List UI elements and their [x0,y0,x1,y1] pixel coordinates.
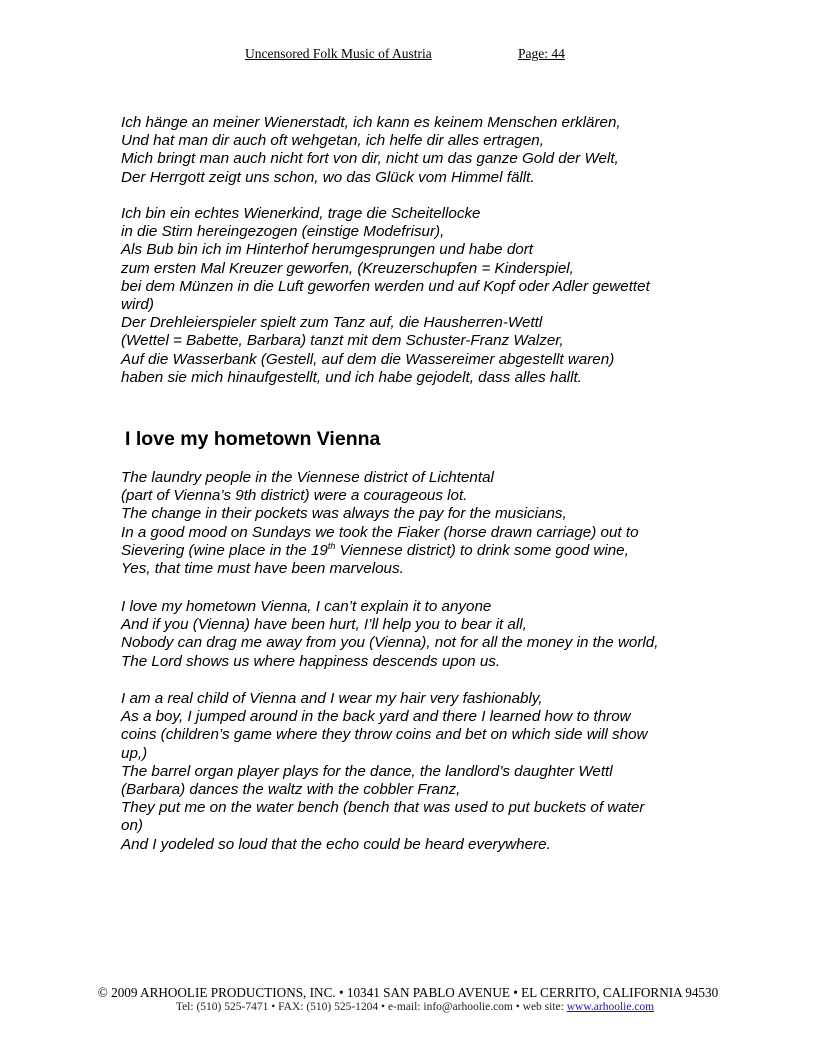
lyric-line: As a boy, I jumped around in the back yard and there I learned how to throw [121,708,631,726]
lyric-line: Der Herrgott zeigt uns schon, wo das Glück vom Himmel fällt. [121,168,535,186]
english-stanza-verse-1 [121,469,639,578]
lyric-line: In a good mood on Sundays we took the Fiaker (horse drawn carriage) out to [121,523,639,541]
lyric-line: The laundry people in the Viennese district of Lichtental [121,469,494,486]
lyric-line: I am a real child of Vienna and I wear my hair very fashionably, [121,690,543,707]
lyric-line: Nobody can drag me away from you (Vienna), not for all the money in the world, [121,634,659,652]
lyric-line: (Wettel = Babette, Barbara) tanzt mit dem Schuster-Franz Walzer, [121,332,564,350]
lyric-line: Und hat man dir auch oft wehgetan, ich helfe dir alles ertragen, [121,132,544,150]
lyric-line: Mich bringt man auch nicht fort von dir, nicht um das ganze Gold der Welt, [121,150,619,168]
lyric-line: haben sie mich hinaufgestellt, und ich habe gejodelt, dass alles hallt. [121,368,582,386]
lyric-line: bei dem Münzen in die Luft geworfen werden und auf Kopf oder Adler gewettet [121,277,650,295]
lyric-line: They put me on the water bench (bench that was used to put buckets of water [121,799,645,817]
section-heading: I love my hometown Vienna [125,428,381,450]
lyric-line: in die Stirn hereingezogen (einstige Modefrisur), [121,223,445,241]
lyric-line: The barrel organ player plays for the dance, the landlord’s daughter Wettl [121,762,613,780]
german-stanza-verse [121,205,650,387]
english-stanza-chorus [121,598,658,671]
page-header [0,46,816,66]
lyric-line: And if you (Vienna) have been hurt, I’ll help you to bear it all, [121,616,527,634]
lyric-line: Auf die Wasserbank (Gestell, auf dem die Wassereimer abgestellt waren) [121,350,615,368]
page-number: Page: 44 [518,46,565,61]
lyric-line: on) [121,817,143,835]
lyric-line: Ich hänge an meiner Wienerstadt, ich kann es keinem Menschen erklären, [121,114,621,131]
lyric-line: zum ersten Mal Kreuzer geworfen, (Kreuzerschupfen = Kinderspiel, [121,259,574,277]
lyric-line: (Barbara) dances the waltz with the cobbler Franz, [121,781,461,799]
lyric-text: Viennese district) to drink some good wine, [335,541,629,559]
lyric-line: (part of Vienna’s 9th district) were a courageous lot. [121,487,468,505]
lyric-text: Sievering (wine place in the 19 [121,541,328,559]
lyric-line: coins (children’s game where they throw coins and bet on which side will show [121,726,648,744]
lyric-line: The change in their pockets was always the pay for the musicians, [121,505,567,523]
contact-text: Tel: (510) 525-7471 • FAX: (510) 525-1204 • e-mail: info@arhoolie.com • web site: [175,1001,567,1013]
english-stanza-verse-2 [121,690,647,854]
lyric-line: Als Bub bin ich im Hinterhof herumgesprungen und habe dort [121,241,533,259]
footer-copyright: © 2009 ARHOOLIE PRODUCTIONS, INC. • 10341 SAN PABLO AVENUE • EL CERRITO, CALIFORNIA 94530 [97,985,719,1000]
lyric-line: Yes, that time must have been marvelous. [121,560,404,578]
lyric-line: I love my hometown Vienna, I can’t explain it to anyone [121,598,492,615]
lyric-line: The Lord shows us where happiness descends upon us. [121,652,501,670]
lyric-line: Ich bin ein echtes Wienerkind, trage die Scheitellocke [121,205,481,222]
lyric-line: wird) [121,296,154,314]
lyric-line: up,) [121,744,148,762]
lyric-line: And I yodeled so loud that the echo could be heard everywhere. [121,835,551,853]
german-stanza-chorus [121,114,621,187]
lyric-line-with-superscript [121,542,639,560]
website-link[interactable]: www.arhoolie.com [566,1001,655,1013]
document-title: Uncensored Folk Music of Austria [245,46,432,61]
ordinal-superscript: th [327,540,336,551]
lyric-line: Der Drehleierspieler spielt zum Tanz auf, die Hausherren-Wettl [121,314,543,332]
footer-contact [0,1001,816,1013]
